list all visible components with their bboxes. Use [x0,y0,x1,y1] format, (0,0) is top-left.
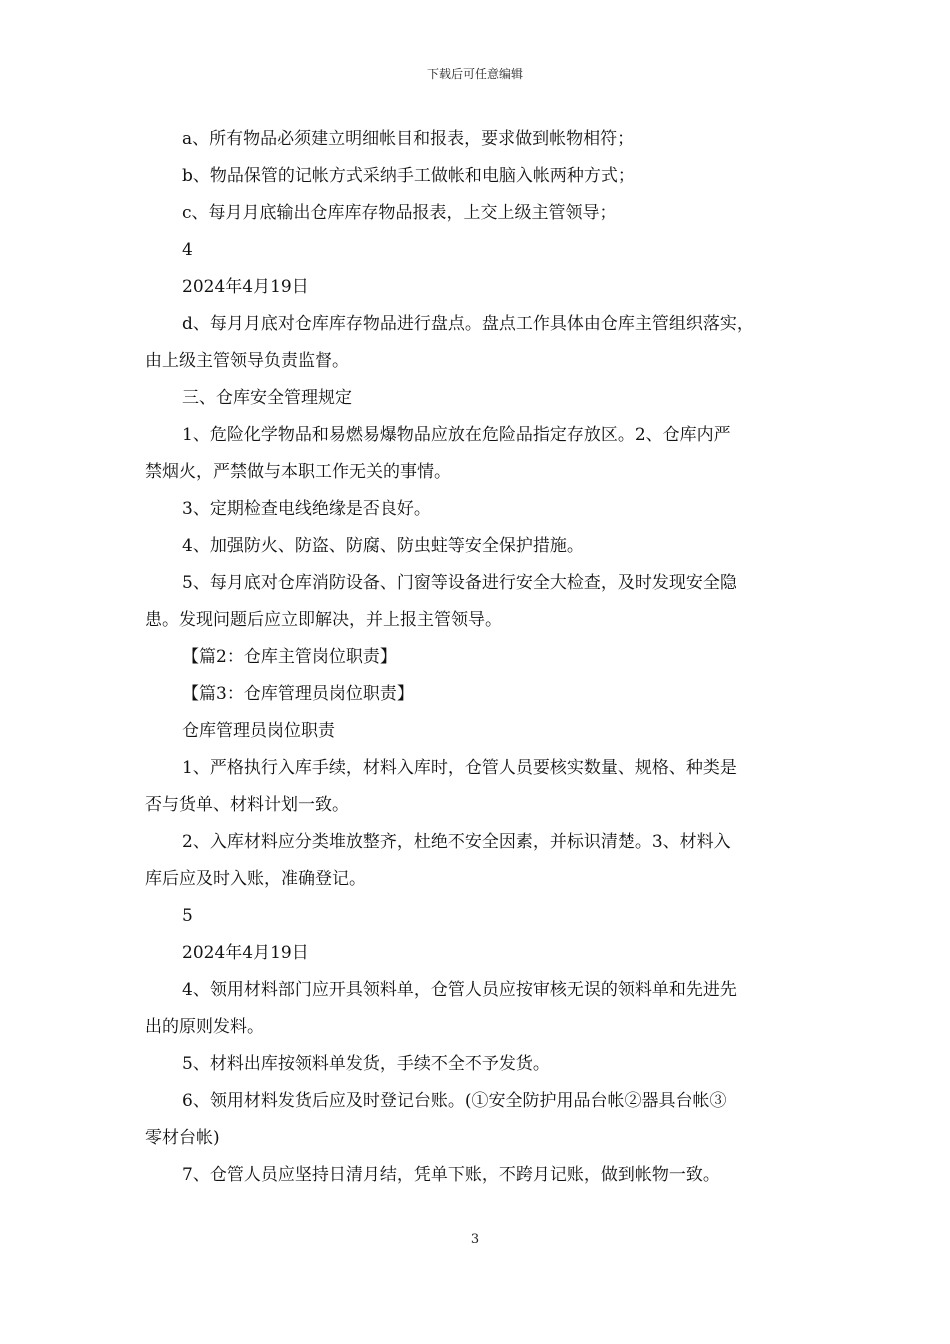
paragraph-continuation-line: 出的原则发料。 [145,1017,264,1037]
page-number: 3 [470,1232,480,1247]
paragraph-continuation-line: 禁烟火，严禁做与本职工作无关的事情。 [145,462,451,482]
paragraph-line: 5 [182,906,193,926]
paragraph-continuation-line: 零材台帐) [145,1128,220,1148]
paragraph-line: 4、加强防火、防盗、防腐、防虫蛀等安全保护措施。 [182,536,584,556]
paragraph-continuation-line: 否与货单、材料计划一致。 [145,795,349,815]
paragraph-line: 1、严格执行入库手续，材料入库时，仓管人员要核实数量、规格、种类是 [182,758,737,778]
paragraph-line: 三、仓库安全管理规定 [182,388,352,408]
document-body [145,121,810,1194]
paragraph-line: b、物品保管的记帐方式采纳手工做帐和电脑入帐两种方式； [182,166,635,186]
paragraph-line: 1、危险化学物品和易燃易爆物品应放在危险品指定存放区。2、仓库内严 [182,425,731,445]
paragraph-line: 6、领用材料发货后应及时登记台账。(①安全防护用品台帐②器具台帐③ [182,1091,727,1111]
paragraph-continuation-line: 患。发现问题后应立即解决，并上报主管领导。 [145,610,502,630]
paragraph-line: c、每月月底输出仓库库存物品报表，上交上级主管领导； [182,203,617,223]
paragraph-continuation-line: 由上级主管领导负责监督。 [145,351,349,371]
paragraph-line: d、每月月底对仓库库存物品进行盘点。盘点工作具体由仓库主管组织落实， [182,314,754,334]
paragraph-line: 【篇3：仓库管理员岗位职责】 [182,684,414,704]
paragraph-line: 5、材料出库按领料单发货，手续不全不予发货。 [182,1054,550,1074]
paragraph-line: 2024年4月19日 [182,943,309,963]
paragraph-line: 7、仓管人员应坚持日清月结，凭单下账，不跨月记账，做到帐物一致。 [182,1165,720,1185]
paragraph-line: 仓库管理员岗位职责 [182,721,335,741]
paragraph-line: 【篇2：仓库主管岗位职责】 [182,647,397,667]
page-header: 下载后可任意编辑 [426,67,523,81]
paragraph-continuation-line: 库后应及时入账，准确登记。 [145,869,366,889]
paragraph-line: 4、领用材料部门应开具领料单，仓管人员应按审核无误的领料单和先进先 [182,980,737,1000]
paragraph-line: 3、定期检查电线绝缘是否良好。 [182,499,431,519]
paragraph-line: 2、入库材料应分类堆放整齐，杜绝不安全因素，并标识清楚。3、材料入 [182,832,731,852]
paragraph-line: 2024年4月19日 [182,277,309,297]
paragraph-line: 4 [182,240,193,260]
paragraph-line: a、所有物品必须建立明细帐目和报表，要求做到帐物相符； [182,129,635,149]
paragraph-line: 5、每月底对仓库消防设备、门窗等设备进行安全大检查，及时发现安全隐 [182,573,737,593]
